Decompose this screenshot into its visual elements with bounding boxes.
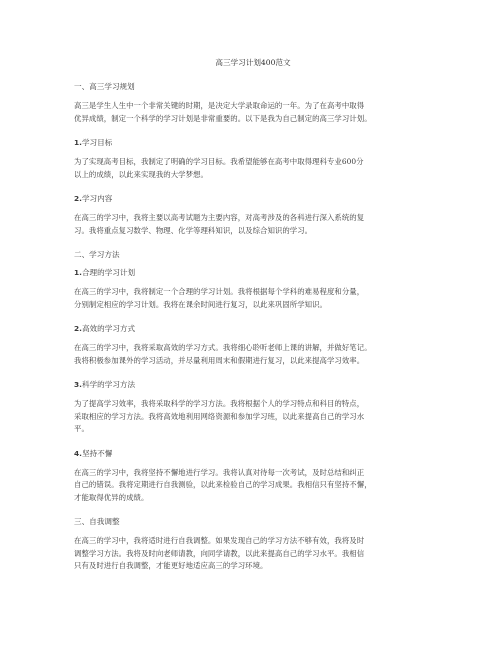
paragraph-line: 采取相应的学习方法。我将高效地利用网络资源和参加学习班，以此来提高自己的学习水 <box>74 411 365 421</box>
paragraph-line: 在高三的学习中，我将坚持不懈地进行学习。我将认真对待每一次考试，及时总结和纠正 <box>74 467 365 477</box>
section-heading <box>74 449 432 459</box>
paragraph-line: 我将积极参加课外的学习活动，并尽量利用周末和假期进行复习，以此来提高学习效率。 <box>74 355 365 365</box>
heading-number: 4. <box>74 448 82 458</box>
paragraph-line: 分别制定相应的学习计划。我将在课余时间进行复习，以此来巩固所学知识。 <box>74 299 327 309</box>
section-heading <box>74 517 432 527</box>
paragraph-line: 只有及时进行自我调整，才能更好地适应高三的学习环境。 <box>74 561 268 570</box>
heading-text: 一、高三学习规划 <box>74 82 135 91</box>
heading-number: 3. <box>74 380 82 389</box>
paragraph-line: 高三是学生人生中一个非常关键的时期，是决定大学录取命运的一年。为了在高考中取得 <box>74 101 365 110</box>
paragraph-line: 在高三的学习中，我将适时进行自我调整。如果发现自己的学习方法不够有效，我将及时 <box>74 536 365 545</box>
document-title: 高三学习计划400范文 <box>215 58 291 67</box>
heading-number: 1. <box>74 138 82 147</box>
heading-text: 学习内容 <box>81 194 113 203</box>
paragraph-line: 为了实现高考目标，我制定了明确的学习目标。我希望能够在高考中取得理科专业600分 <box>74 157 364 166</box>
heading-text: 坚持不懈 <box>81 448 113 458</box>
paragraph <box>74 100 432 125</box>
paragraph-line: 为了提高学习效率，我将采取科学的学习方法。我将根据个人的学习特点和科目的特点， <box>74 399 365 408</box>
paragraph-line: 习。我将重点复习数学、物理、化学等理科知识，以及综合知识的学习。 <box>74 225 313 235</box>
heading-number: 2. <box>74 324 82 333</box>
paragraph-line: 平。 <box>74 424 89 433</box>
paragraph-line: 在高三的学习中，我将主要以高考试题为主要内容，对高考涉及的各科进行深入系统的复 <box>74 213 365 222</box>
section-heading <box>74 268 432 278</box>
heading-text: 二、学习方法 <box>74 250 120 259</box>
heading-number: 2. <box>74 194 82 203</box>
paragraph-line: 调整学习方法。我将及时向老师请教，向同学请教，以此来提高自己的学习水平。我相信 <box>74 548 365 558</box>
paragraph <box>74 398 432 436</box>
heading-text: 三、自我调整 <box>74 517 120 526</box>
heading-text: 合理的学习计划 <box>81 268 136 277</box>
section-heading <box>74 82 432 92</box>
paragraph-line: 自己的错误。我将定期进行自我测验，以此来检验自己的学习成果。我相信只有坚持不懈， <box>74 480 372 489</box>
section-heading <box>74 250 432 260</box>
paragraph <box>74 156 432 181</box>
heading-text: 学习目标 <box>81 138 113 147</box>
paragraph-line: 在高三的学习中，我将制定一个合理的学习计划。我将根据每个学科的难易程度和分量， <box>74 287 365 296</box>
section-heading <box>74 138 432 148</box>
paragraph <box>74 535 432 573</box>
paragraph <box>74 212 432 237</box>
section-heading <box>74 194 432 204</box>
section-heading <box>74 324 432 334</box>
paragraph <box>74 467 432 505</box>
document-body <box>74 82 432 573</box>
paragraph <box>74 342 432 367</box>
paragraph <box>74 286 432 311</box>
paragraph-line: 优异成绩，制定一个科学的学习计划是非常重要的。以下是我为自己制定的高三学习计划。 <box>74 113 372 123</box>
heading-text: 科学的学习方法 <box>81 380 136 389</box>
heading-text: 高效的学习方式 <box>81 324 136 333</box>
paragraph-line: 以上的成绩，以此来实现我的大学梦想。 <box>74 169 208 179</box>
paragraph-line: 在高三的学习中，我将采取高效的学习方式。我将细心聆听老师上课的讲解，并做好笔记。 <box>74 343 372 352</box>
heading-number: 1. <box>74 268 82 277</box>
section-heading <box>74 380 432 390</box>
paragraph-line: 才能取得优异的成绩。 <box>74 492 149 502</box>
